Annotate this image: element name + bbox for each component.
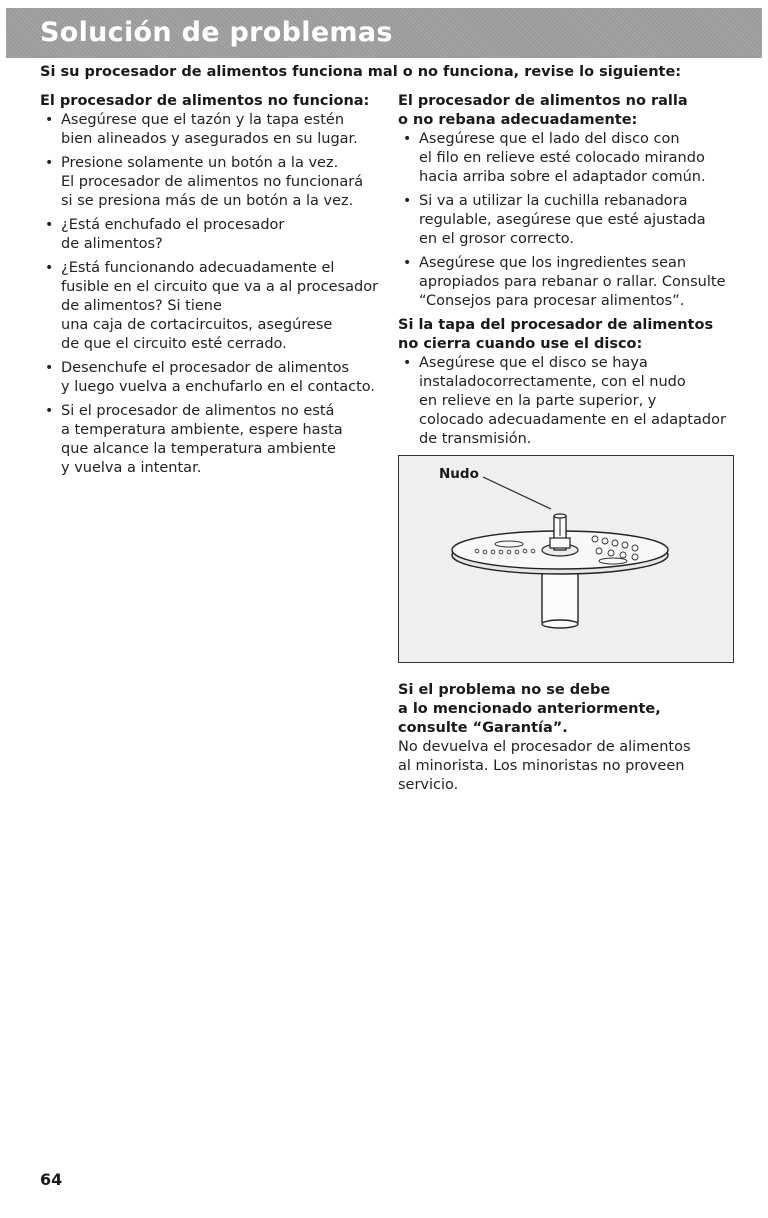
figure-label-nudo: Nudo xyxy=(439,466,479,482)
right-bullet-list-slicing xyxy=(398,130,738,311)
left-bullet-list xyxy=(40,111,380,478)
list-item: • Si el procesador de alimentos no está a temperatura ambiente, espere hasta que alcance la temperatura ambiente y vuelva a intentar. xyxy=(45,403,343,476)
bullet-icon: • xyxy=(403,193,412,209)
label-leader-line xyxy=(483,477,551,509)
left-column xyxy=(40,92,380,483)
bullet-icon: • xyxy=(45,112,54,128)
list-item: • Presione solamente un botón a la vez. El procesador de alimentos no funcionará si se presiona más de un botón a la vez. xyxy=(45,155,364,209)
right-heading-lid: Si la tapa del procesador de alimentos no cierra cuando use el disco: xyxy=(398,317,714,352)
bullet-icon: • xyxy=(403,255,412,271)
bullet-icon: • xyxy=(403,355,412,371)
right-heading-warranty: Si el problema no se debe a lo mencionado anteriormente, consulte “Garantía”. xyxy=(398,682,661,736)
right-column xyxy=(398,92,738,795)
list-item: • Asegúrese que el disco se haya instaladocorrectamente, con el nudo en relieve en la parte superior, y colocado adecuadamente en el adaptador de transmisión. xyxy=(403,355,726,447)
list-item: • ¿Está enchufado el procesador de alimentos? xyxy=(45,217,285,252)
list-item: • Desenchufe el procesador de alimentos y luego vuelva a enchufarlo en el contacto. xyxy=(45,360,375,395)
list-item: • Si va a utilizar la cuchilla rebanadora regulable, asegúrese que esté ajustada en el grosor correcto. xyxy=(403,193,706,247)
bullet-icon: • xyxy=(45,155,54,171)
section-title: Solución de problemas xyxy=(40,17,393,48)
warranty-body: No devuelva el procesador de alimentos al minorista. Los minoristas no proveen servicio. xyxy=(398,739,691,793)
intro-text: Si su procesador de alimentos funciona mal o no funciona, revise lo siguiente: xyxy=(40,64,682,80)
list-item: • Asegúrese que el lado del disco con el filo en relieve esté colocado mirando hacia arriba sobre el adaptador común. xyxy=(403,131,706,185)
bullet-icon: • xyxy=(45,260,54,276)
left-heading: El procesador de alimentos no funciona: xyxy=(40,93,370,109)
disc-drawing xyxy=(399,456,733,662)
disc-illustration xyxy=(398,455,734,663)
bullet-icon: • xyxy=(45,360,54,376)
page-number: 64 xyxy=(40,1170,63,1189)
bullet-icon: • xyxy=(45,403,54,419)
section-banner xyxy=(6,8,762,58)
list-item: • Asegúrese que el tazón y la tapa estén bien alineados y asegurados en su lugar. xyxy=(45,112,358,147)
right-bullet-list-lid xyxy=(398,354,738,449)
bullet-icon: • xyxy=(403,131,412,147)
list-item: • ¿Está funcionando adecuadamente el fusible en el circuito que va a al procesador de alimentos? Si tiene una caja de cortacircuitos, asegúrese de que el circuito esté cerrado. xyxy=(45,260,379,352)
list-item: • Asegúrese que los ingredientes sean apropiados para rebanar o rallar. Consulte “Consejos para procesar alimentos”. xyxy=(403,255,726,309)
bullet-icon: • xyxy=(45,217,54,233)
right-heading-slicing: El procesador de alimentos no ralla o no rebana adecuadamente: xyxy=(398,93,688,128)
